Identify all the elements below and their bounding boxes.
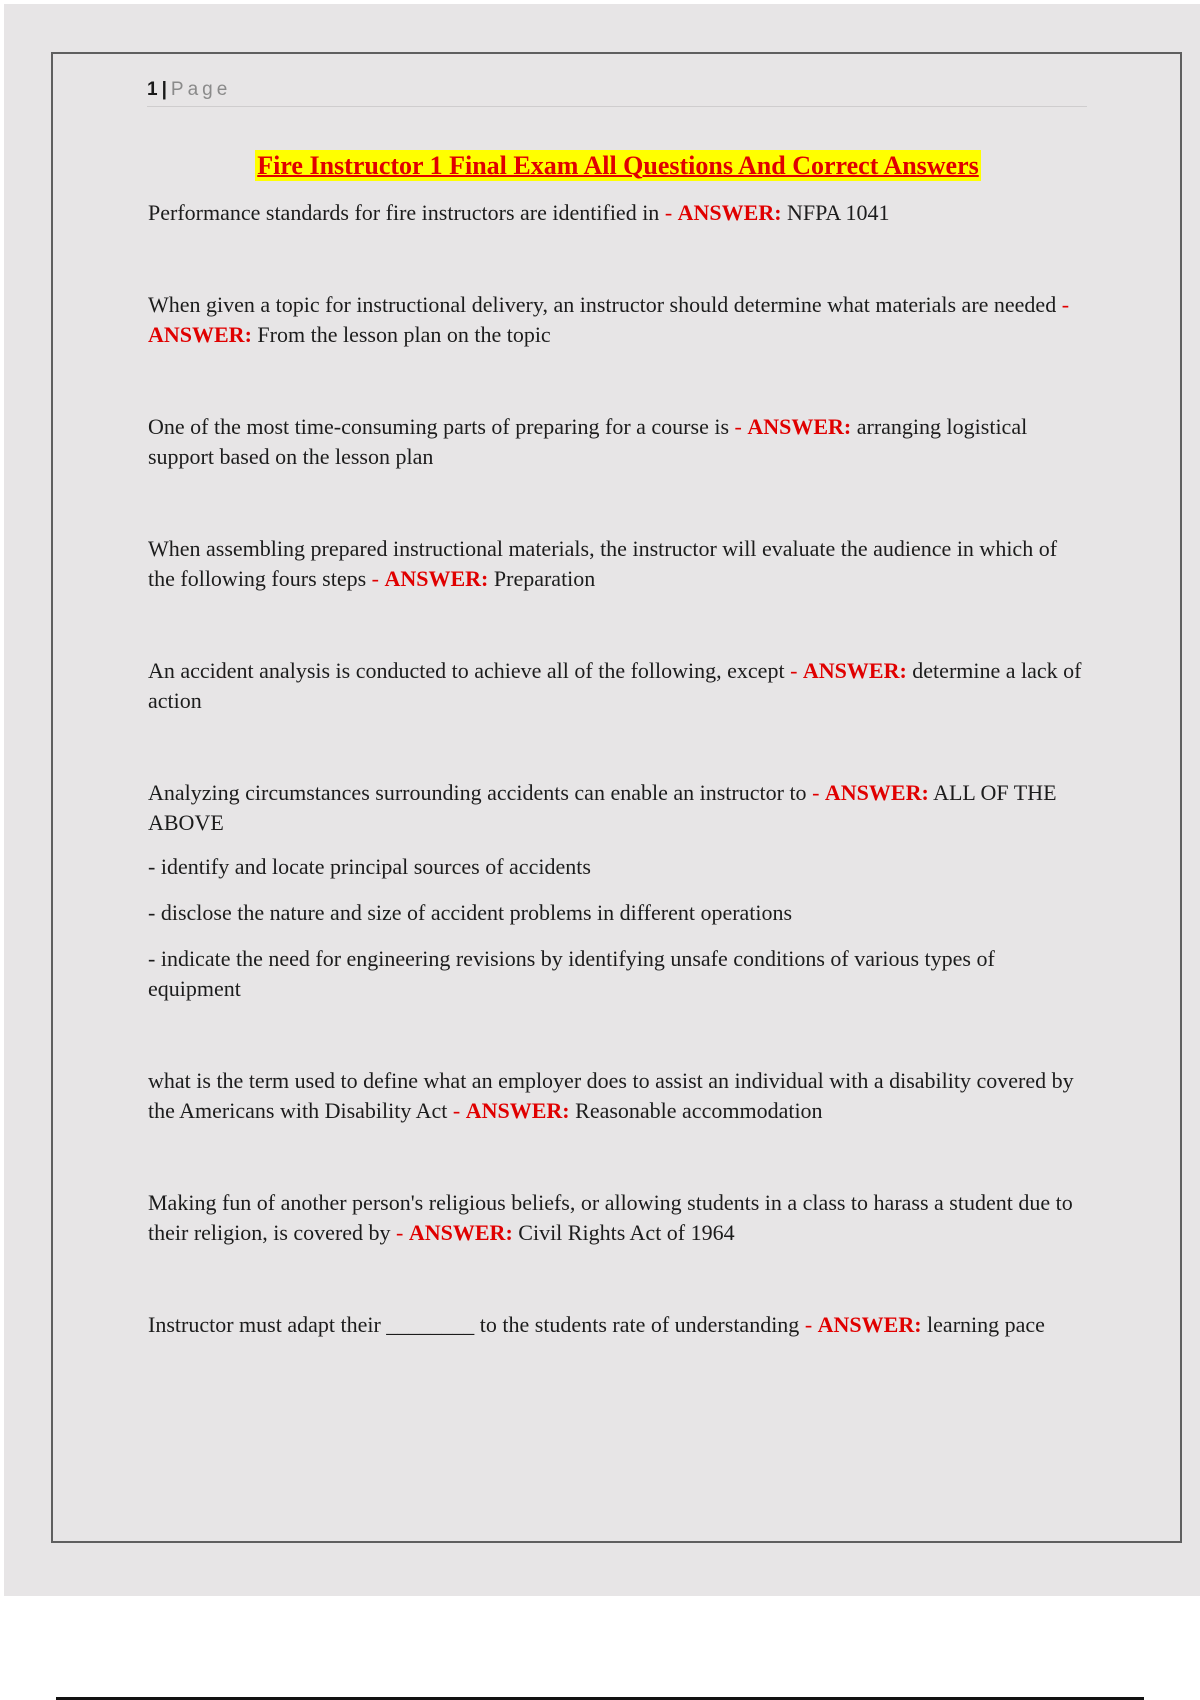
answer-text: Civil Rights Act of 1964 <box>518 1220 735 1245</box>
answer-separator: - <box>806 780 825 805</box>
qa-item-7 <box>148 1066 1083 1126</box>
answer-label: ANSWER: <box>802 658 907 683</box>
answer-label: ANSWER: <box>465 1098 570 1123</box>
qa-item-6 <box>148 778 1083 838</box>
question-text: When given a topic for instructional delivery, an instructor should determine what materials are needed <box>148 292 1057 317</box>
answer-label: ANSWER: <box>384 566 489 591</box>
document-title-wrap <box>0 150 1200 182</box>
answer-text: From the lesson plan on the topic <box>257 322 551 347</box>
answer-text: Preparation <box>493 566 596 591</box>
answer-text: learning pace <box>927 1312 1045 1337</box>
answer-label: ANSWER: <box>148 322 252 347</box>
page-separator: | <box>161 79 167 100</box>
answer-separator: - <box>366 566 385 591</box>
answer-separator: - <box>447 1098 466 1123</box>
answer-separator: - <box>390 1220 409 1245</box>
question-text: Making fun of another person's religious beliefs, or allowing students in a class to harass a student due to their religion, is covered by <box>148 1190 1073 1245</box>
qa-item-2 <box>148 290 1083 350</box>
page-number: 1 <box>147 79 158 100</box>
question-text: An accident analysis is conducted to achieve all of the following, except <box>148 658 785 683</box>
answer-separator: - <box>784 658 803 683</box>
option-item: - identify and locate principal sources of accidents <box>148 854 591 879</box>
question-text: One of the most time-consuming parts of preparing for a course is <box>148 414 730 439</box>
qa-item-5 <box>148 656 1083 716</box>
answer-text: NFPA 1041 <box>787 200 890 225</box>
answer-text: arranging logistical support based on the lesson plan <box>148 414 1028 469</box>
question-text: Instructor must adapt their ________ to the students rate of understanding <box>148 1312 800 1337</box>
question-text: When assembling prepared instructional materials, the instructor will evaluate the audience in which of the following fours steps <box>148 536 1058 591</box>
question-text: Performance standards for fire instructors are identified in <box>148 200 660 225</box>
page-word: Page <box>170 79 232 100</box>
answer-text: determine a lack of action <box>148 658 1082 713</box>
answer-label: ANSWER: <box>408 1220 513 1245</box>
answer-label: ANSWER: <box>677 200 782 225</box>
question-text: what is the term used to define what an employer does to assist an individual with a disability covered by the Americans with Disability Act <box>148 1068 1074 1123</box>
page-header <box>147 78 1087 107</box>
document-title: Fire Instructor 1 Final Exam All Questions And Correct Answers <box>257 151 979 180</box>
option-item: - disclose the nature and size of accident problems in different operations <box>148 900 793 925</box>
qa-item-9 <box>148 1310 1083 1340</box>
answer-label: ANSWER: <box>747 414 852 439</box>
qa-item-4 <box>148 534 1083 594</box>
answer-separator: - <box>1056 292 1070 317</box>
answer-text: ALL OF THE ABOVE <box>148 780 1057 835</box>
answer-label: ANSWER: <box>824 780 929 805</box>
answer-text: Reasonable accommodation <box>575 1098 823 1123</box>
question-text: Analyzing circumstances surrounding accidents can enable an instructor to <box>148 780 807 805</box>
answer-separator: - <box>799 1312 818 1337</box>
qa-item-3 <box>148 412 1083 472</box>
qa-item-1 <box>148 198 1083 228</box>
answer-separator: - <box>729 414 748 439</box>
qa-item-8 <box>148 1188 1083 1248</box>
option-item: - indicate the need for engineering revisions by identifying unsafe conditions of various types of equipment <box>148 946 995 1001</box>
answer-separator: - <box>659 200 678 225</box>
answer-label: ANSWER: <box>817 1312 922 1337</box>
qa-list <box>148 198 1083 1402</box>
